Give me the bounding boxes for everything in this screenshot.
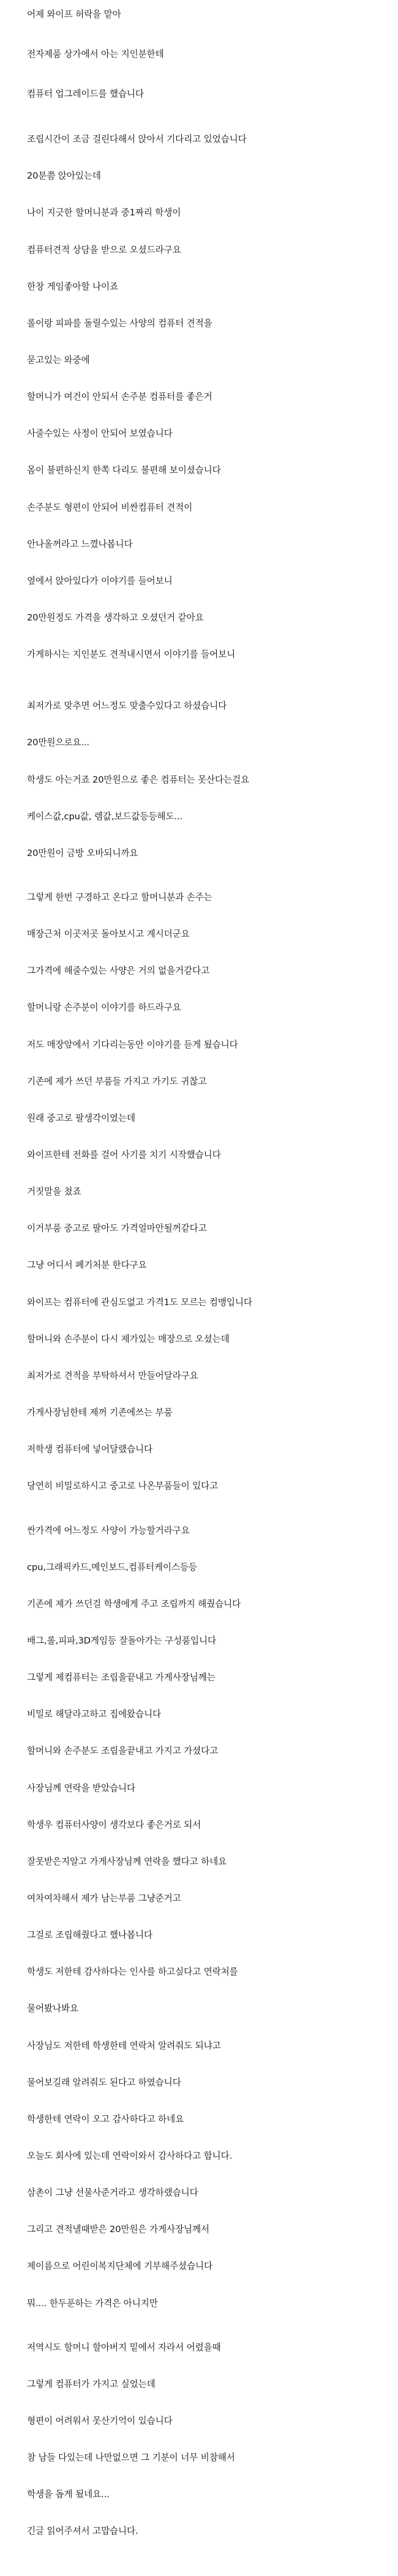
text-line: 참 남들 다있는데 나만없으면 그 기분이 너무 비참해서	[27, 2452, 235, 2463]
text-line: 할머니랑 손주분이 이야기를 하드라구요	[27, 1002, 181, 1013]
text-line: 20분쯤 앉아있는데	[27, 171, 101, 181]
text-line: 잘못받은지알고 가게사장님께 연락을 했다고 하네요	[27, 1856, 227, 1867]
text-line: 그렇게 한번 구경하고 온다고 할머니분과 손주는	[27, 892, 212, 903]
text-line: 20만원으로요...	[27, 737, 89, 748]
text-line: 옆에서 앉아있다가 이야기를 들어보니	[27, 576, 173, 586]
text-line: 당연히 비밀로하시고 중고로 나온부품들이 있다고	[27, 1481, 219, 1491]
text-line: 가게하시는 지인분도 견적내시면서 이야기를 들어보니	[27, 649, 236, 660]
text-line: 학생도 저한테 감사하다는 인사를 하고싶다고 연락처를	[27, 1967, 238, 1977]
text-line: 한창 게임좋아할 나이죠	[27, 281, 119, 292]
text-line: 비밀로 해달라고하고 집에왔습니다	[27, 1709, 162, 1719]
text-line: 와이프는 컴퓨터에 관심도없고 가격1도 모르는 컴맹입니다	[27, 1297, 252, 1308]
text-line: 최저가로 맞추면 어느정도 맞출수있다고 하셨습니다	[27, 701, 227, 711]
text-line: 안나올꺼라고 느꼈나봅니다	[27, 539, 133, 549]
text-line: 학생우 컴퓨터사양이 생각보다 좋은거로 되서	[27, 1820, 201, 1830]
text-line: 원래 중고로 팔생각이였는데	[27, 1113, 136, 1123]
text-line: 케이스값,cpu값, 렘값,보드값등등해도...	[27, 811, 182, 822]
text-line: 학생도 아는거죠 20만원으로 좋은 컴퓨터는 못산다는걸요	[27, 775, 250, 785]
text-line: 할머니가 여건이 안되서 손주분 컴퓨터를 좋은거	[27, 392, 212, 402]
text-line: 기존에 제가 쓰던걸 학생에게 주고 조립까지 해줬습니다	[27, 1599, 241, 1609]
text-line: 삼촌이 그냥 선물사준거라고 생각하랬습니다	[27, 2187, 198, 2198]
text-line: 물어봤나봐요	[27, 2003, 78, 2014]
text-line: 저역시도 할머니 할아버지 밑에서 자라서 어렸을때	[27, 2342, 221, 2353]
text-line: 배그,롤,피파,3D게임등 잘돌아가는 구성품입니다	[27, 1636, 216, 1646]
text-line: 사줄수있는 사정이 안되어 보였습니다	[27, 428, 173, 439]
text-line: 그렇게 제컴퓨터는 조립을끝내고 가게사장님께는	[27, 1672, 216, 1683]
text-line: 나이 지긋한 할머니분과 중1짜리 학생이	[27, 207, 181, 218]
text-line: 이거부품 중고로 팔아도 가격얼마안될꺼같다고	[27, 1223, 207, 1234]
text-line: 롤이랑 피파를 돌릴수있는 사양의 컴퓨터 견적을	[27, 318, 212, 329]
text-line: 전자제품 상가에서 아는 지인분한테	[27, 49, 164, 59]
text-line: 사장님께 연락을 받았습니다	[27, 1783, 136, 1793]
text-line: 싼가격에 어느정도 사양이 가능할거라구요	[27, 1525, 190, 1536]
text-line: 그걸로 조립해줬다고 했나봅니다	[27, 1930, 153, 1940]
text-line: 그리고 견적낼때받은 20만원은 가게사장님께서	[27, 2224, 209, 2235]
text-line: 조립시간이 조금 걸린다해서 앉아서 기다리고 있었습니다	[27, 134, 247, 144]
text-line: 손주분도 형편이 안되어 비싼컴퓨터 견적이	[27, 502, 193, 513]
text-line: 20만원이 금방 오바되니까요	[27, 848, 138, 858]
text-line: 기존에 제가 쓰던 부품들 가지고 가기도 귀찮고	[27, 1076, 207, 1087]
text-line: cpu,그래픽카드,메인보드,컴퓨터케이스등등	[27, 1562, 197, 1573]
text-line: 거짓말을 쳤죠	[27, 1186, 81, 1197]
text-line: 여차여차해서 제가 남는부품 그냥준거고	[27, 1893, 181, 1904]
text-line: 그가격에 해줄수있는 사양은 거의 없을거같다고	[27, 966, 210, 976]
text-line: 제이름으로 어린이복지단체에 기부해주셨습니다	[27, 2261, 213, 2271]
text-line: 저학생 컴퓨터에 넣어달랬습니다	[27, 1444, 153, 1454]
text-line: 컴퓨터견적 상담을 받으로 오셨드라구요	[27, 245, 181, 255]
text-line: 물어보길래 알려줘도 된다고 하였습니다	[27, 2077, 181, 2088]
text-line: 학생을 돕게 됬네요...	[27, 2489, 110, 2500]
text-line: 사장님도 저한테 학생한테 연락처 알려줘도 되냐고	[27, 2041, 221, 2051]
text-line: 와이프한테 전화를 걸어 사기를 치기 시작했습니다	[27, 1150, 221, 1160]
text-line: 최저가로 견적을 부탁하셔서 만들어달라구요	[27, 1371, 198, 1381]
text-line: 뭐.... 한두푼하는 가격은 아니지만	[27, 2298, 158, 2309]
text-line: 가게사장님한테 제꺼 기존에쓰는 부품	[27, 1407, 173, 1418]
text-line: 할머니와 손주분도 조립을끝내고 가지고 가셨다고	[27, 1746, 219, 1756]
text-line: 저도 매장앞에서 기다리는동안 이야기를 듣게 됬습니다	[27, 1040, 238, 1050]
text-line: 어제 와이프 허락을 맡아	[27, 9, 121, 20]
text-line: 할머니와 손주분이 다시 제가있는 매장으로 오셨는데	[27, 1334, 230, 1344]
text-line: 그렇게 컴퓨터가 가지고 싶었는데	[27, 2379, 156, 2389]
text-line: 그냥 어디서 폐기처분 한다구요	[27, 1260, 147, 1270]
text-line: 몸이 불편하신지 한쪽 다리도 불편해 보이셨습니다	[27, 465, 221, 475]
text-line: 묻고있는 와중에	[27, 355, 90, 365]
text-line: 학생한테 연락이 오고 감사하다고 하네요	[27, 2114, 184, 2124]
text-line: 컴퓨터 업그레이드를 했습니다	[27, 89, 145, 99]
text-line: 20만원정도 가격을 생각하고 오셨던거 같아요	[27, 612, 204, 623]
text-line: 긴글 읽어주셔서 고맙습니다.	[27, 2526, 138, 2536]
text-line: 형편이 어려워서 못산기억이 있습니다	[27, 2416, 173, 2426]
text-line: 오늘도 회사에 있는데 연락이와서 감사하다고 합니다.	[27, 2151, 233, 2161]
text-line: 매장근처 이곳저곳 돌아보시고 계시더군요	[27, 929, 190, 939]
